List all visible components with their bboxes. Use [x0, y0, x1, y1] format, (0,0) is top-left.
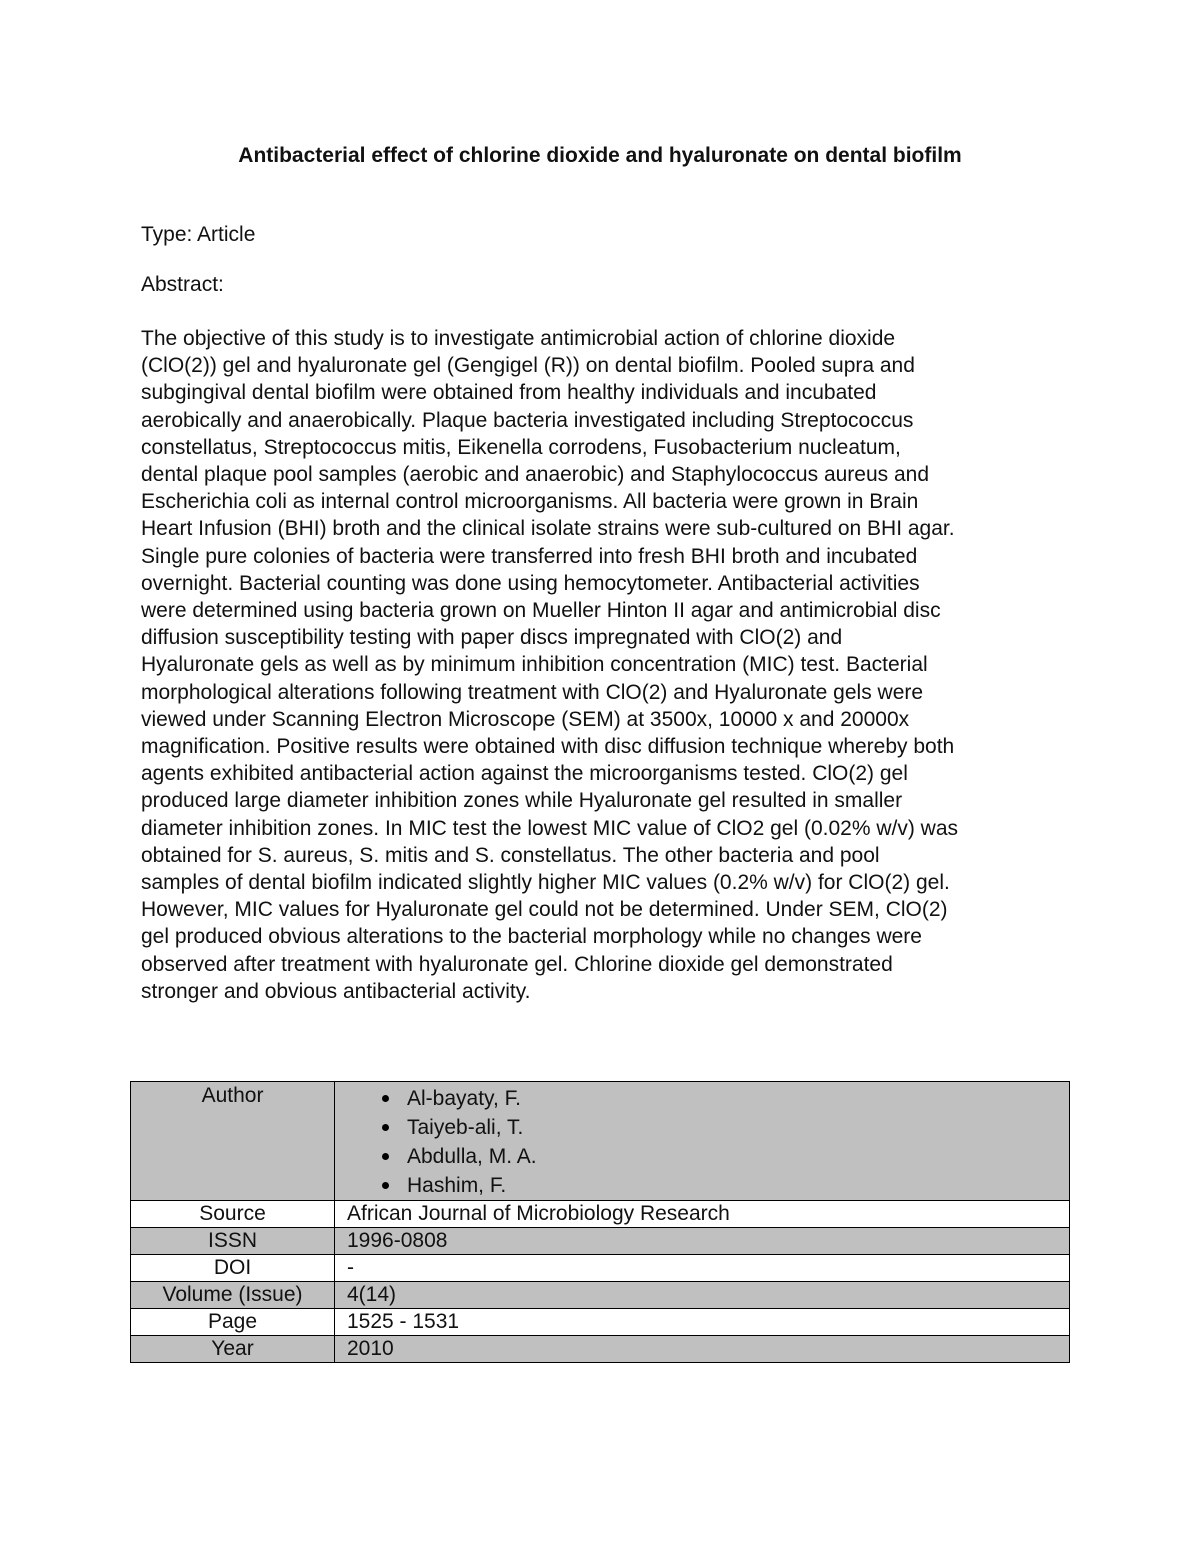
- abstract-line: samples of dental biofilm indicated slightly higher MIC values (0.2% w/v) for ClO(2) gel.: [141, 871, 950, 895]
- author-list-cell: [335, 1082, 1070, 1201]
- abstract-line: diffusion susceptibility testing with paper discs impregnated with ClO(2) and: [141, 626, 843, 650]
- article-type: Type: Article: [141, 223, 256, 246]
- abstract-line: aerobically and anaerobically. Plaque bacteria investigated including Streptococcus: [141, 408, 914, 432]
- abstract-line: Single pure colonies of bacteria were transferred into fresh BHI broth and incubated: [141, 544, 918, 568]
- table-row-source: [131, 1201, 1070, 1228]
- table-row-year: [131, 1336, 1070, 1363]
- abstract-line: gel produced obvious alterations to the bacterial morphology while no changes were: [141, 925, 922, 949]
- abstract-line: viewed under Scanning Electron Microscope (SEM) at 3500x, 10000 x and 20000x: [141, 707, 910, 731]
- bullet-icon: [382, 1095, 389, 1102]
- abstract-line: However, MIC values for Hyaluronate gel could not be determined. Under SEM, ClO(2): [141, 898, 948, 922]
- abstract-line: stronger and obvious antibacterial activity.: [141, 979, 531, 1003]
- abstract-line: The objective of this study is to investigate antimicrobial action of chlorine dioxide: [141, 327, 896, 350]
- author-item: [347, 1142, 1069, 1171]
- author-name: Abdulla, M. A.: [407, 1145, 537, 1168]
- abstract-line: produced large diameter inhibition zones while Hyaluronate gel resulted in smaller: [141, 789, 903, 813]
- abstract-line: morphological alterations following treatment with ClO(2) and Hyaluronate gels were: [141, 680, 924, 704]
- abstract-line: Heart Infusion (BHI) broth and the clinical isolate strains were sub-cultured on BHI agar.: [141, 517, 955, 541]
- author-item: [347, 1113, 1069, 1142]
- source-value: African Journal of Microbiology Research: [335, 1201, 1070, 1228]
- issn-value: 1996-0808: [335, 1228, 1070, 1255]
- abstract-line: constellatus, Streptococcus mitis, Eikenella corrodens, Fusobacterium nucleatum,: [141, 435, 901, 459]
- abstract-line: obtained for S. aureus, S. mitis and S. constellatus. The other bacteria and pool: [141, 843, 880, 867]
- author-name: Hashim, F.: [407, 1174, 507, 1197]
- table-row-doi: [131, 1255, 1070, 1282]
- source-label: Source: [131, 1201, 335, 1228]
- abstract-line: Hyaluronate gels as well as by minimum inhibition concentration (MIC) test. Bacterial: [141, 653, 928, 677]
- table-row-page: [131, 1309, 1070, 1336]
- volume-label: Volume (Issue): [131, 1282, 335, 1309]
- abstract-line: observed after treatment with hyaluronate gel. Chlorine dioxide gel demonstrated: [141, 952, 893, 976]
- document-title: Antibacterial effect of chlorine dioxide and hyaluronate on dental biofilm: [238, 144, 962, 167]
- abstract-line: diameter inhibition zones. In MIC test the lowest MIC value of ClO2 gel (0.02% w/v) was: [141, 816, 959, 840]
- issn-label: ISSN: [131, 1228, 335, 1255]
- author-label: Author: [131, 1082, 335, 1201]
- author-name: Al-bayaty, F.: [407, 1087, 521, 1110]
- bullet-icon: [382, 1182, 389, 1189]
- table-row-author: [131, 1082, 1070, 1201]
- abstract-line: subgingival dental biofilm were obtained from healthy individuals and incubated: [141, 381, 877, 405]
- bibliographic-info-table: [130, 1081, 1070, 1363]
- table-row-volume: [131, 1282, 1070, 1309]
- page-label: Page: [131, 1309, 335, 1336]
- author-item: [347, 1171, 1069, 1200]
- year-label: Year: [131, 1336, 335, 1363]
- abstract-line: agents exhibited antibacterial action against the microorganisms tested. ClO(2) gel: [141, 762, 908, 786]
- abstract-line: dental plaque pool samples (aerobic and anaerobic) and Staphylococcus aureus and: [141, 463, 930, 487]
- abstract-line: (ClO(2)) gel and hyaluronate gel (Gengigel (R)) on dental biofilm. Pooled supra and: [141, 354, 915, 378]
- author-item: [347, 1084, 1069, 1113]
- doi-label: DOI: [131, 1255, 335, 1282]
- page-value: 1525 - 1531: [335, 1309, 1070, 1336]
- author-list: [347, 1082, 1069, 1200]
- abstract-line: were determined using bacteria grown on Mueller Hinton II agar and antimicrobial disc: [141, 599, 941, 623]
- abstract-line: magnification. Positive results were obtained with disc diffusion technique whereby both: [141, 735, 955, 759]
- bullet-icon: [382, 1153, 389, 1160]
- abstract-label: Abstract:: [141, 273, 224, 296]
- abstract-line: overnight. Bacterial counting was done using hemocytometer. Antibacterial activities: [141, 571, 920, 595]
- abstract-text: [141, 325, 1071, 1005]
- doi-value: -: [335, 1255, 1070, 1282]
- year-value: 2010: [335, 1336, 1070, 1363]
- abstract-line: Escherichia coli as internal control microorganisms. All bacteria were grown in Brain: [141, 490, 919, 514]
- volume-value: 4(14): [335, 1282, 1070, 1309]
- author-name: Taiyeb-ali, T.: [407, 1116, 524, 1139]
- table-row-issn: [131, 1228, 1070, 1255]
- bullet-icon: [382, 1124, 389, 1131]
